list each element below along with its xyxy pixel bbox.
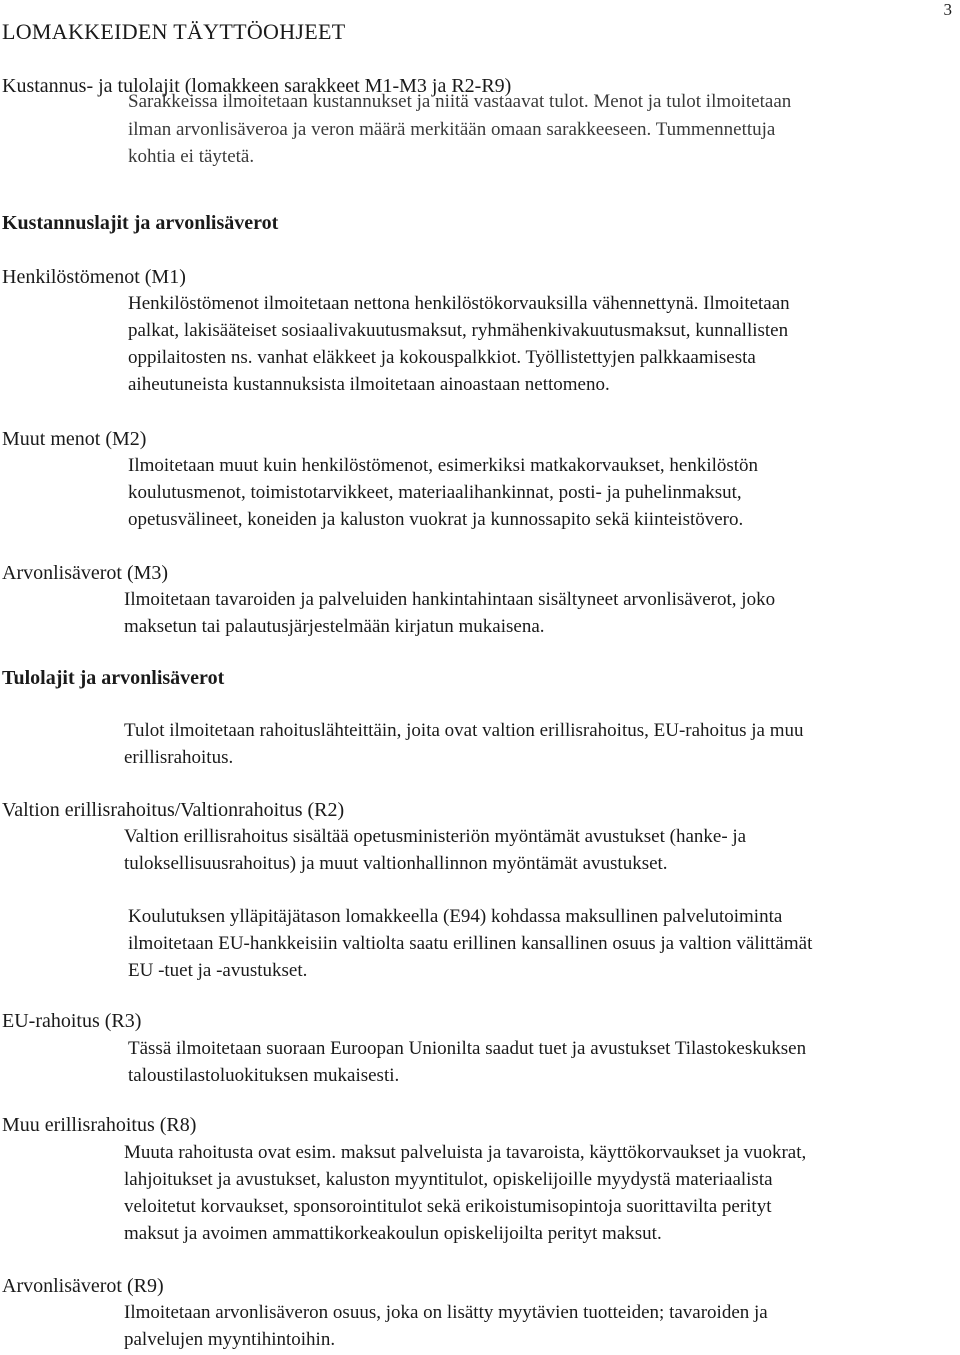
- text-line: Sarakkeissa ilmoitetaan kustannukset ja niitä vastaavat tulot. Menot ja tulot ilmoitetaan: [128, 91, 792, 112]
- text-line: tuloksellisuusrahoitus) ja muut valtionhallinnon myöntämät avustukset.: [124, 853, 668, 874]
- text-line: erillisrahoitus.: [124, 747, 234, 768]
- text-line: Henkilöstömenot ilmoitetaan nettona henkilöstökorvauksilla vähennettynä. Ilmoitetaan: [128, 293, 790, 314]
- text-line: lahjoitukset ja avustukset, kaluston myyntitulot, opiskelijoille myydystä materiaalista: [124, 1169, 773, 1190]
- subsection-heading-r9: Arvonlisäverot (R9): [2, 1275, 164, 1297]
- page-number: 3: [943, 0, 952, 19]
- text-line: opetusvälineet, koneiden ja kaluston vuokrat ja kunnossapito sekä kiinteistövero.: [128, 509, 744, 530]
- subsection-heading-m3: Arvonlisäverot (M3): [2, 562, 169, 584]
- section-heading: Kustannus- ja tulolajit (lomakkeen sarakkeet M1-M3 ja R2-R9): [2, 75, 512, 97]
- text-line: maksut ja avoimen ammattikorkeakoulun opiskelijoilta perityt maksut.: [124, 1223, 662, 1244]
- text-line: palvelujen myyntihintoihin.: [124, 1329, 336, 1350]
- text-line: Muuta rahoitusta ovat esim. maksut palveluista ja tavaroista, käyttökorvaukset ja vuokrat,: [124, 1142, 807, 1163]
- text-line: EU -tuet ja -avustukset.: [128, 960, 308, 981]
- text-line: veloitetut korvaukset, sponsorointitulot sekä erikoistumisopintoja suorittavilta perityt: [124, 1196, 772, 1217]
- text-line: Ilmoitetaan tavaroiden ja palveluiden hankintahintaan sisältyneet arvonlisäverot, joko: [124, 589, 776, 610]
- text-line: Koulutuksen ylläpitäjätason lomakkeella (E94) kohdassa maksullinen palvelutoiminta: [128, 906, 783, 927]
- text-line: Ilmoitetaan arvonlisäveron osuus, joka on lisätty myytävien tuotteiden; tavaroiden ja: [124, 1302, 768, 1323]
- subsection-heading-r8: Muu erillisrahoitus (R8): [2, 1114, 197, 1136]
- text-line: Ilmoitetaan muut kuin henkilöstömenot, esimerkiksi matkakorvaukset, henkilöstön: [128, 455, 759, 476]
- text-line: aiheutuneista kustannuksista ilmoitetaan ainoastaan nettomeno.: [128, 374, 610, 395]
- text-line: Valtion erillisrahoitus sisältää opetusministeriön myöntämät avustukset (hanke- ja: [124, 826, 747, 847]
- bold-section-heading-tulolajit: Tulolajit ja arvonlisäverot: [2, 667, 225, 689]
- subsection-heading-m1: Henkilöstömenot (M1): [2, 266, 186, 288]
- text-line: maksetun tai palautusjärjestelmään kirjatun mukaisena.: [124, 616, 545, 637]
- subsection-heading-r3: EU-rahoitus (R3): [2, 1010, 142, 1032]
- text-line: koulutusmenot, toimistotarvikkeet, materiaalihankinnat, posti- ja puhelinmaksut,: [128, 482, 742, 503]
- bold-section-heading: Kustannuslajit ja arvonlisäverot: [2, 212, 279, 234]
- subsection-heading-m2: Muut menot (M2): [2, 428, 147, 450]
- text-line: ilmoitetaan EU-hankkeisiin valtiolta saatu erillinen kansallinen osuus ja valtion välittämät: [128, 933, 813, 954]
- text-line: Tulot ilmoitetaan rahoituslähteittäin, joita ovat valtion erillisrahoitus, EU-rahoitus ja muu: [124, 720, 804, 741]
- page-title: LOMAKKEIDEN TÄYTTÖOHJEET: [2, 19, 346, 44]
- text-line: Tässä ilmoitetaan suoraan Euroopan Unionilta saadut tuet ja avustukset Tilastokeskuksen: [128, 1038, 807, 1059]
- subsection-heading-r2: Valtion erillisrahoitus/Valtionrahoitus (R2): [2, 799, 345, 821]
- text-line: palkat, lakisääteiset sosiaalivakuutusmaksut, ryhmähenkivakuutusmaksut, kunnallisten: [128, 320, 789, 341]
- text-line: ilman arvonlisäveroa ja veron määrä merkitään omaan sarakkeeseen. Tummennettuja: [128, 119, 776, 140]
- text-line: kohtia ei täytetä.: [128, 146, 255, 167]
- text-line: taloustilastoluokituksen mukaisesti.: [128, 1065, 400, 1086]
- text-line: oppilaitosten ns. vanhat eläkkeet ja kokouspalkkiot. Työllistettyjen palkkaamisesta: [128, 347, 756, 368]
